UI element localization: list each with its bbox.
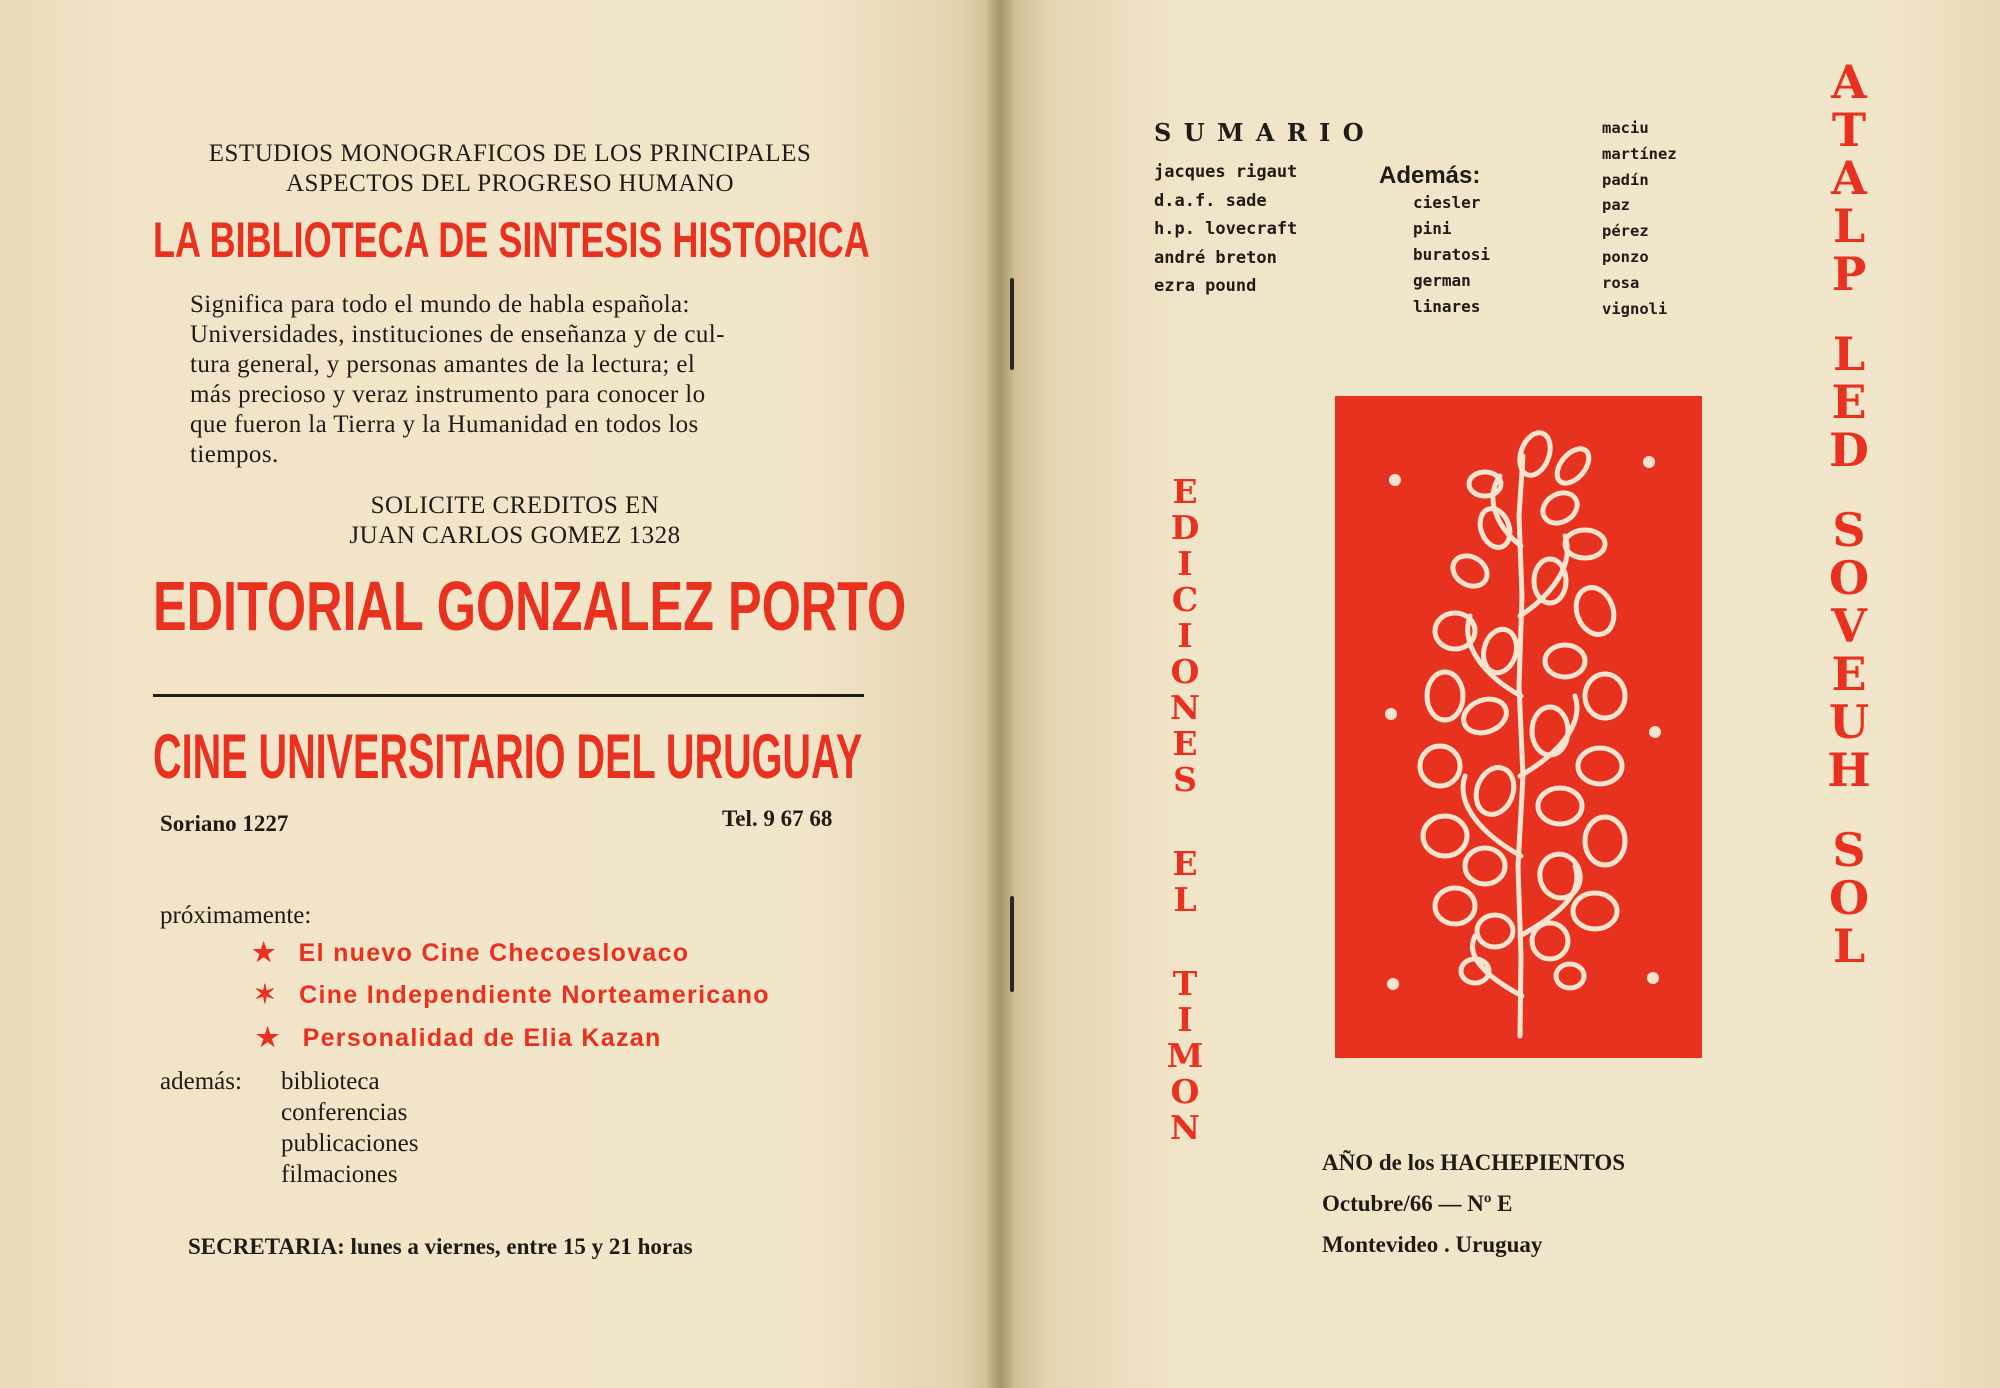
proximamente-label: próximamente: bbox=[160, 902, 312, 929]
vertical-letter: O bbox=[1170, 1072, 1200, 1111]
extra-name: vignoli bbox=[1602, 299, 1668, 318]
ademas-name: ciesler bbox=[1413, 193, 1481, 212]
vertical-letter: S bbox=[1832, 823, 1866, 877]
sumario-item: h.p. lovecraft bbox=[1154, 219, 1298, 239]
vertical-letter: I bbox=[1177, 616, 1193, 655]
gutter-shadow bbox=[985, 0, 1015, 1388]
description-line: tiempos. bbox=[190, 441, 279, 468]
vertical-letter: C bbox=[1171, 580, 1199, 619]
ademas-item: conferencias bbox=[281, 1099, 408, 1126]
vertical-letter: V bbox=[1831, 599, 1867, 653]
secretaria-label: SECRETARIA: bbox=[188, 1234, 345, 1259]
sumario-item: jacques rigaut bbox=[1154, 162, 1298, 182]
description-line: que fueron la Tierra y la Humanidad en todos los bbox=[190, 411, 699, 438]
vertical-letter: S bbox=[1173, 760, 1197, 799]
vertical-letter: A bbox=[1831, 151, 1867, 205]
sumario-label: S U M A R I O bbox=[1154, 118, 1366, 147]
ademas-label: además: bbox=[160, 1068, 242, 1095]
vertical-letter: D bbox=[1829, 423, 1869, 477]
ademas-name: pini bbox=[1413, 219, 1452, 238]
vertical-letter: N bbox=[1169, 1108, 1201, 1147]
letter-gap bbox=[1819, 474, 1879, 506]
right-page bbox=[1000, 0, 2000, 1388]
cine-title: CINE UNIVERSITARIO DEL URUGUAY bbox=[153, 722, 863, 792]
editorial-title: EDITORIAL GONZALEZ PORTO bbox=[153, 567, 907, 645]
secretaria-line bbox=[188, 1234, 693, 1260]
title-vertical bbox=[1819, 55, 1879, 973]
divider bbox=[153, 694, 864, 697]
vertical-letter: A bbox=[1831, 55, 1867, 109]
vertical-letter: O bbox=[1828, 871, 1870, 925]
vertical-letter: E bbox=[1172, 724, 1198, 763]
vertical-letter: P bbox=[1831, 247, 1867, 301]
tree-woodcut-icon bbox=[1335, 396, 1702, 1058]
ademas-name: linares bbox=[1413, 297, 1481, 316]
star-icon: ★ bbox=[252, 937, 277, 967]
credit-line-1: SOLICITE CREDITOS EN bbox=[370, 492, 660, 519]
extra-name: padín bbox=[1602, 170, 1649, 189]
staple-bottom bbox=[1010, 896, 1014, 992]
right-ademas-label: Además: bbox=[1379, 162, 1481, 189]
vertical-letter: L bbox=[1832, 327, 1866, 381]
vertical-letter: I bbox=[1177, 544, 1193, 583]
biblioteca-title: LA BIBLIOTECA DE SINTESIS HISTORICA bbox=[153, 212, 870, 268]
vertical-letter: E bbox=[1172, 844, 1198, 883]
header-line-1: ESTUDIOS MONOGRAFICOS DE LOS PRINCIPALES bbox=[208, 140, 812, 167]
vertical-letter: N bbox=[1169, 688, 1201, 727]
ademas-item: publicaciones bbox=[281, 1130, 419, 1157]
description-line: Significa para todo el mundo de habla española: bbox=[190, 291, 690, 318]
woodcut-illustration bbox=[1335, 396, 1702, 1058]
vertical-letter: U bbox=[1828, 695, 1870, 749]
description-line: Universidades, instituciones de enseñanza y de cul- bbox=[190, 321, 725, 348]
vertical-letter: I bbox=[1177, 1000, 1193, 1039]
vertical-letter: T bbox=[1172, 964, 1198, 1003]
sumario-item: d.a.f. sade bbox=[1154, 190, 1267, 211]
vertical-letter: E bbox=[1831, 375, 1867, 429]
description-line: tura general, y personas amantes de la lectura; el bbox=[190, 351, 696, 378]
letter-gap bbox=[1819, 298, 1879, 330]
star-icon: ★ bbox=[256, 1022, 281, 1052]
vertical-letter: M bbox=[1166, 1036, 1204, 1075]
extra-name: martínez bbox=[1602, 144, 1677, 163]
extra-name: pérez bbox=[1602, 222, 1649, 241]
vertical-letter: T bbox=[1831, 103, 1867, 157]
extra-name: ponzo bbox=[1602, 247, 1649, 266]
extra-list bbox=[1602, 116, 1677, 322]
upcoming-item: ✶ Cine Independiente Norteamericano bbox=[254, 979, 770, 1009]
letter-gap bbox=[1819, 794, 1879, 826]
phone: Tel. 9 67 68 bbox=[722, 806, 833, 831]
ademas-name: buratosi bbox=[1413, 245, 1491, 264]
sumario-item: andré breton bbox=[1154, 247, 1277, 268]
description-line: más precioso y veraz instrumento para conocer lo bbox=[190, 381, 706, 408]
sumario-item: ezra pound bbox=[1154, 276, 1257, 296]
right-ademas-list bbox=[1413, 190, 1490, 320]
footer-line-1: AÑO de los HACHEPIENTOS bbox=[1322, 1150, 1626, 1175]
ademas-item: filmaciones bbox=[281, 1161, 398, 1188]
vertical-letter: O bbox=[1828, 551, 1870, 605]
vertical-letter: E bbox=[1172, 472, 1198, 511]
vertical-letter: H bbox=[1827, 743, 1871, 797]
vertical-letter: D bbox=[1170, 508, 1200, 547]
vertical-letter: O bbox=[1170, 652, 1200, 691]
vertical-letter: L bbox=[1832, 199, 1866, 253]
secretaria-hours: lunes a viernes, entre 15 y 21 horas bbox=[350, 1234, 693, 1259]
address: Soriano 1227 bbox=[160, 811, 289, 836]
footer-line-2: Octubre/66 — Nº E bbox=[1322, 1191, 1513, 1216]
vertical-letter: E bbox=[1831, 647, 1867, 701]
imprint-vertical bbox=[1160, 474, 1210, 1146]
sumario-list bbox=[1154, 158, 1297, 301]
vertical-letter: S bbox=[1832, 503, 1866, 557]
vertical-letter: L bbox=[1173, 880, 1197, 919]
letter-gap bbox=[1160, 798, 1210, 846]
header-line-2: ASPECTOS DEL PROGRESO HUMANO bbox=[285, 170, 735, 197]
footer-line-3: Montevideo . Uruguay bbox=[1322, 1232, 1543, 1257]
letter-gap bbox=[1160, 918, 1210, 966]
staple-top bbox=[1010, 278, 1014, 370]
star-icon: ✶ bbox=[254, 979, 278, 1009]
credit-line-2: JUAN CARLOS GOMEZ 1328 bbox=[349, 522, 681, 549]
extra-name: paz bbox=[1602, 196, 1630, 215]
upcoming-item: ★ El nuevo Cine Checoeslovaco bbox=[252, 937, 690, 967]
upcoming-item: ★ Personalidad de Elia Kazan bbox=[256, 1022, 662, 1052]
extra-name: rosa bbox=[1602, 273, 1640, 292]
ademas-item: biblioteca bbox=[281, 1068, 380, 1095]
ademas-name: german bbox=[1413, 271, 1471, 290]
extra-name: maciu bbox=[1602, 119, 1649, 137]
vertical-letter: L bbox=[1832, 919, 1866, 973]
